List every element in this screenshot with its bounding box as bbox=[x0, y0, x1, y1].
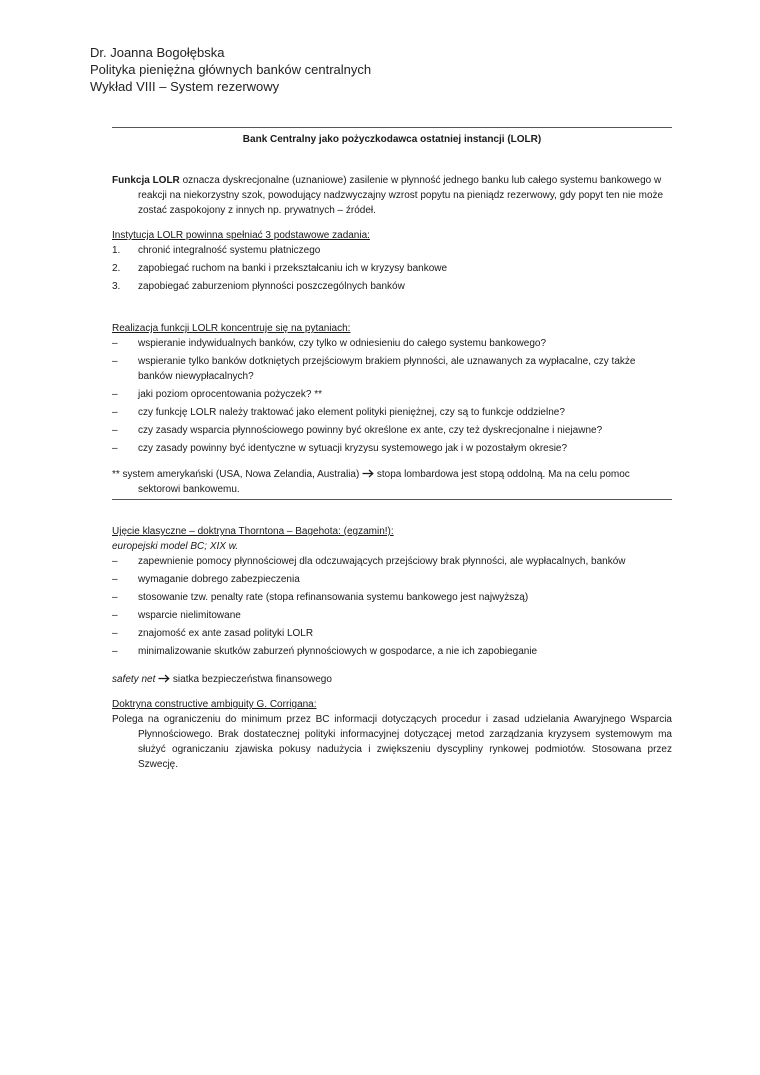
author-name: Dr. Joanna Bogołębska bbox=[90, 45, 225, 60]
definition-term: Funkcja LOLR bbox=[112, 175, 180, 186]
list-item: – wymaganie dobrego zabezpieczenia bbox=[112, 574, 300, 585]
list-item: 2. zapobiegać ruchom na banki i przekształcaniu ich w kryzysy bankowe bbox=[112, 263, 448, 274]
definition-paragraph bbox=[112, 173, 672, 218]
safety-net-line: safety net siatka bezpieczeństwa finansowego bbox=[112, 674, 332, 685]
tasks-list bbox=[112, 243, 672, 294]
document-header bbox=[90, 44, 371, 95]
list-item: – stosowanie tzw. penalty rate (stopa refinansowania systemu bankowego jest najwyższą) bbox=[112, 592, 529, 603]
top-divider bbox=[112, 127, 672, 128]
footnote-paragraph: ** system amerykański (USA, Nowa Zelandia, Australia) stopa lombardowa jest stopą oddolną. Ma na celu pomoc sektorowi bankowemu. bbox=[112, 469, 630, 495]
list-item: – znajomość ex ante zasad polityki LOLR bbox=[112, 628, 314, 639]
list-item: – czy zasady powinny być identyczne w sytuacji kryzysu systemowego jak i w pozostałym okresie? bbox=[112, 443, 568, 454]
list-item: – jaki poziom oprocentowania pożyczek? ** bbox=[112, 389, 322, 400]
list-item: – wsparcie nielimitowane bbox=[112, 610, 241, 621]
document-body bbox=[112, 127, 672, 772]
list-item: 1. chronić integralność systemu płatniczego bbox=[112, 245, 321, 256]
questions-heading: Realizacja funkcji LOLR koncentruje się na pytaniach: bbox=[112, 323, 351, 334]
list-item: – wspieranie tylko banków dotkniętych przejściowym brakiem płynności, ale uznawanych za wypłacalne, czy także banków niewypłacalnych? bbox=[112, 356, 636, 382]
list-item: 3. zapobiegać zaburzeniom płynności poszczególnych banków bbox=[112, 281, 405, 292]
classic-subheading: europejski model BC; XIX w. bbox=[112, 541, 239, 552]
definition-text: oznacza dyskrecjonalne (uznaniowe) zasilenie w płynność jednego banku lub całego systemu bankowego w reakcji na niekorzystny szok, powodujący nadzwyczajny wzrost popytu na pieniądz rezerwowy, gdy popyt ten nie może zostać zaspokojony z innych np. prywatnych – źródeł. bbox=[138, 175, 664, 216]
list-item: – czy funkcję LOLR należy traktować jako element polityki pieniężnej, czy są to funkcje oddzielne? bbox=[112, 407, 565, 418]
list-item: – wspieranie indywidualnych banków, czy tylko w odniesieniu do całego systemu bankowego? bbox=[112, 338, 547, 349]
tasks-heading: Instytucja LOLR powinna spełniać 3 podstawowe zadania: bbox=[112, 230, 370, 241]
right-arrow-icon bbox=[158, 674, 170, 683]
classic-list bbox=[112, 554, 672, 659]
list-item: – minimalizowanie skutków zaburzeń płynnościowych w gospodarce, a nie ich zapobieganie bbox=[112, 646, 538, 657]
lecture-title: Wykład VIII – System rezerwowy bbox=[90, 79, 280, 94]
questions-list bbox=[112, 336, 672, 456]
ambiguity-heading: Doktryna constructive ambiguity G. Corrigana: bbox=[112, 699, 317, 710]
right-arrow-icon bbox=[362, 469, 374, 478]
list-item: – zapewnienie pomocy płynnościowej dla odczuwających przejściowy brak płynności, ale wypłacalnych, banków bbox=[112, 556, 626, 567]
course-title: Polityka pieniężna głównych banków centralnych bbox=[90, 62, 372, 77]
section-title: Bank Centralny jako pożyczkodawca ostatniej instancji (LOLR) bbox=[242, 134, 542, 145]
classic-heading: Ujęcie klasyczne – doktryna Thorntona – Bagehota: (egzamin!): bbox=[112, 526, 394, 537]
list-item: – czy zasady wsparcia płynnościowego powinny być określone ex ante, czy też dyskrecjonalne i niejawne? bbox=[112, 425, 603, 436]
ambiguity-paragraph: Polega na ograniczeniu do minimum przez BC informacji dotyczących procedur i zasad udzielania Awaryjnego Wsparcia Płynnościowego. Brak dostatecznej polityki informacyjnej dotyczącej metod zarządzania kryzysem systemowym ma służyć ograniczaniu zjawiska pokusy nadużycia i zwiększeniu dyscypliny rynkowej podmiotów. Stosowana przez Szwecję. bbox=[112, 714, 672, 770]
